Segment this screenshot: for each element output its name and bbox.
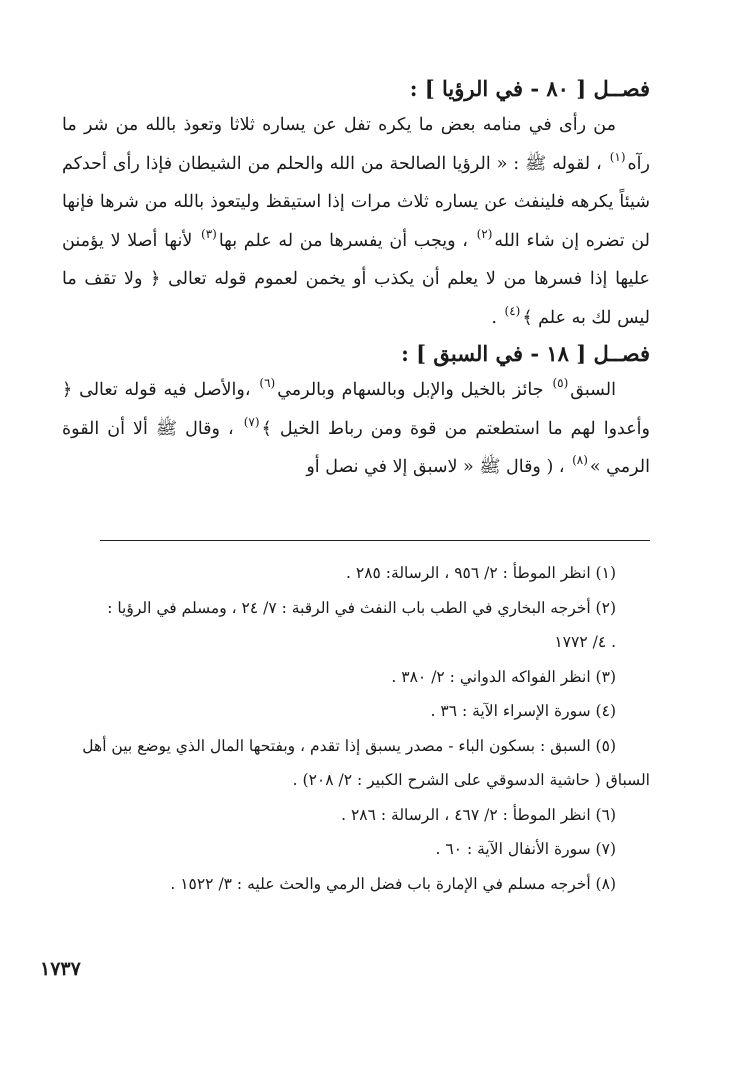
page-number: ١٧٣٧ xyxy=(40,958,81,980)
paragraph-racing: السبق$^{(٥)}$ جائز بالخيل والإبل وبالسهام وبالرمي$^{(٦)}$ ،والأصل فيه قوله تعالى ﴿ وأعدوا لهم ما استطعتم من قوة ومن رباط الخيل ﴾$^{(٧)}$ ، وقال ﷺ ألا أن القوة الرمي »$^{(٨)}$ ، ( وقال ﷺ « لاسبق إلا في نصل أو xyxy=(62,376,650,477)
footnote-5: (٥) السبق : بسكون الباء - مصدر يسبق إذا تقدم ، وبفتحها المال الذي يوضع بين أهل xyxy=(82,736,616,755)
footnote-separator xyxy=(100,540,650,541)
footnote-2: (٢) أخرجه البخاري في الطب باب النفث في الرقبة : ٧/ ٢٤ ، ومسلم في الرؤيا : xyxy=(107,598,616,617)
footnote-ref-8: (٨) xyxy=(572,453,588,467)
footnote-ref-6: (٦) xyxy=(259,376,276,390)
section-heading-dreams: فصــل [ ٨٠ - في الرؤيا ] : xyxy=(409,76,650,101)
footnote-3: (٣) انظر الفواكه الدواني : ٢/ ٣٨٠ . xyxy=(391,667,616,686)
footnote-ref-4: (٤) xyxy=(504,303,521,318)
footnote-4: (٤) سورة الإسراء الآية : ٣٦ . xyxy=(430,702,616,720)
footnote-ref-5: (٥) xyxy=(552,376,569,390)
footnote-5-continued: السباق ( حاشية الدسوقي على الشرح الكبير : ٢/ ٢٠٨) . xyxy=(292,771,650,789)
footnote-8: (٨) أخرجه مسلم في الإمارة باب فضل الرمي والحث عليه : ٣/ ١٥٢٢ . xyxy=(170,874,616,893)
footnotes xyxy=(62,556,650,901)
footnote-ref-2: (٢) xyxy=(476,226,493,241)
section-heading-racing: فصــل [ ١٨ - في السبق ] : xyxy=(401,341,650,366)
footnote-ref-3: (٣) xyxy=(201,226,217,241)
footnote-6: (٦) انظر الموطأ : ٢/ ٤٦٧ ، الرسالة : ٢٨٦ . xyxy=(341,805,616,824)
main-text xyxy=(62,70,650,487)
footnote-ref-1: (١) xyxy=(609,149,626,164)
footnote-2-continued: . ٤/ ١٧٧٢ xyxy=(554,633,616,651)
paragraph-dreams: من رأى في منامه بعض ما يكره تفل عن يساره ثلاثا وتعوذ بالله من شر ما رآه$^{(١)}$ ، لقوله ﷺ : « الرؤيا الصالحة من الله والحلم من الشيطان فإذا رأى أحدكم شيئاً يكرهه فلينفث عن يساره ثلاث مرات إذا استيقظ وليتعوذ بالله من شرها فإنها لن تضره إن شاء الله$^{(٢)}$ ، ويجب أن يفسرها من له علم بها$^{(٣)}$ لأنها أصلا لا يؤمنن عليها إذا فسرها من لا يعلم أن يكذب أو يخمن لعموم قوله تعالى ﴿ ولا تقف ما ليس لك به علم ﴾$^{(٤)}$ . xyxy=(62,115,650,328)
footnote-1: (١) انظر الموطأ : ٢/ ٩٥٦ ، الرسالة: ٢٨٥ . xyxy=(346,564,616,582)
footnote-ref-7: (٧) xyxy=(243,414,260,429)
footnote-7: (٧) سورة الأنفال الآية : ٦٠ . xyxy=(435,840,616,858)
